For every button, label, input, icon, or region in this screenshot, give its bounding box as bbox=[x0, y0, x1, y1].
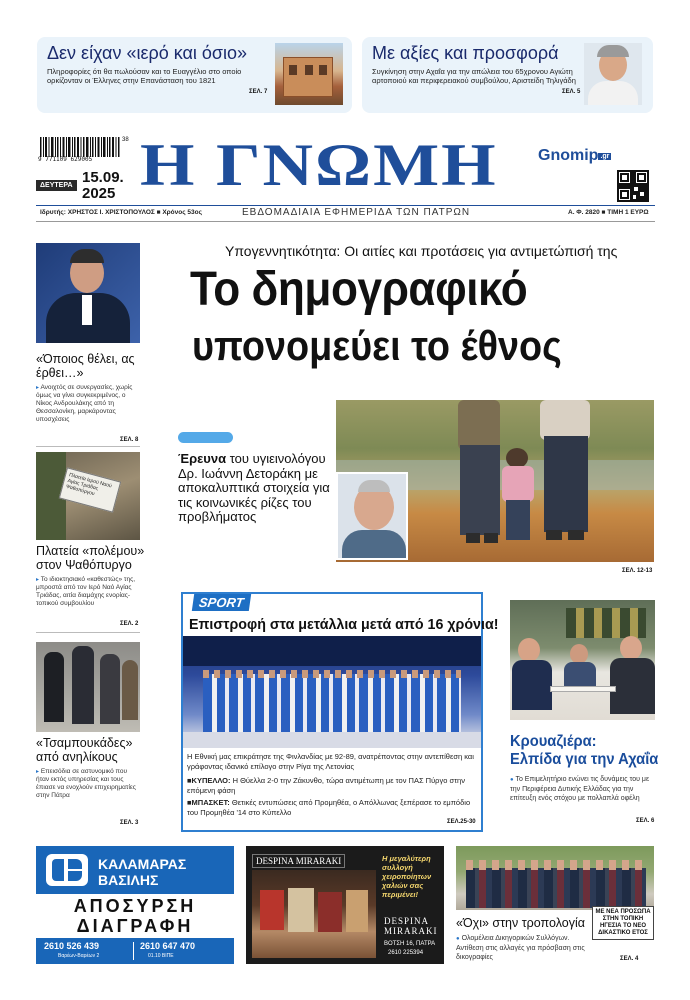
sport-item-1 bbox=[187, 776, 479, 795]
main-page-ref: ΣΕΛ. 12-13 bbox=[622, 568, 653, 574]
lc-text-3-body: Επεισόδια σε αστυνομικό που ήταν εκτός υπηρεσίας και τους έπιασε να ενοχλούν επιχειρηματίες στην Πάτρα bbox=[36, 768, 136, 799]
qr-icon[interactable] bbox=[617, 170, 649, 202]
teaser-title: Δεν είχαν «ιερό και όσιο» bbox=[47, 43, 248, 63]
teaser-right[interactable] bbox=[362, 37, 653, 113]
kalamaras-phone2: 2610 647 470 bbox=[140, 941, 196, 951]
lc-page-2: ΣΕΛ. 2 bbox=[120, 621, 139, 627]
youths-photo bbox=[36, 642, 140, 732]
androulakis-photo bbox=[36, 243, 140, 343]
lawyers-text-body: Ολομέλεια Δικηγορικών Συλλόγων. Αντίθεση στις αλλαγές για πρόσβαση στις δικογραφίες bbox=[456, 935, 585, 961]
sport-page-ref: ΣΕΛ.25-30 bbox=[447, 819, 476, 825]
lc-title-3[interactable]: «Τσαμπουκάδες» από ανηλίκους bbox=[36, 736, 133, 764]
bullet-icon: ● bbox=[510, 777, 514, 783]
bullet-icon: ● bbox=[456, 936, 460, 942]
teaser-text: Πληροφορίες ότι θα πωλούσαν και το Ευαγγέλιο στο οποίο ορκίζονταν οι Έλληνες στην Επανάσταση του 1821 bbox=[47, 67, 242, 85]
sign-text: Πλατεία Ιερού Ναού Αγίας Τριάδας Ψαθοπύργου bbox=[65, 472, 113, 498]
sport-section[interactable] bbox=[181, 592, 499, 832]
kalamaras-phone1: 2610 526 439 bbox=[44, 941, 100, 951]
bullet-icon: ▸ bbox=[36, 385, 40, 391]
main-lead bbox=[178, 452, 330, 525]
kalamaras-logo-icon bbox=[46, 854, 88, 886]
date-line2: 2025 bbox=[82, 185, 116, 202]
despina-brand: DESPINA MIRARAKI bbox=[252, 854, 345, 868]
portrait-photo bbox=[584, 43, 642, 105]
team-photo bbox=[183, 636, 481, 748]
cruise-text-body: Το Επιμελητήριο ενώνει τις δυνάμεις του με την Περιφέρεια Δυτικής Ελλάδας για την επίτευξη ενός στόχου με πολλαπλά οφέλη bbox=[510, 776, 650, 802]
day-badge: ΔΕΥΤΕΡΑ bbox=[36, 180, 77, 191]
blue-tag bbox=[178, 432, 233, 443]
cruise-headline-2: Ελπίδα για την Αχαΐα bbox=[510, 751, 659, 768]
web-logo[interactable] bbox=[538, 147, 611, 165]
kalamaras-banner bbox=[36, 894, 234, 938]
cruise-photo bbox=[510, 600, 655, 720]
lc-text-2 bbox=[36, 576, 140, 608]
cruise-headline-1: Κρουαζιέρα: bbox=[510, 733, 597, 750]
lead-bold: Έρευνα bbox=[178, 451, 227, 466]
lc-page-1: ΣΕΛ. 8 bbox=[120, 437, 139, 443]
teaser-title: Με αξίες και προσφορά bbox=[372, 43, 559, 63]
lc-divider bbox=[36, 446, 140, 447]
kalamaras-name2: ΒΑΣΙΛΗΣ bbox=[98, 872, 159, 888]
sport-text: Η Εθνική μας επικράτησε της Φινλανδίας με 92-89, ανατρέποντας στην αντεπίθεση και γράφοντας ιδανικό επίλογο στην Ρίγα της Λετονίας bbox=[187, 752, 474, 771]
founder-line: Ιδρυτής: ΧΡΗΣΤΟΣ Ι. ΧΡΙΣΤΟΠΟΥΛΟΣ ■ Χρόνος 53ος bbox=[40, 209, 203, 216]
despina-ad[interactable] bbox=[246, 846, 444, 964]
bullet-icon: ▸ bbox=[36, 769, 40, 775]
lc-divider bbox=[36, 632, 140, 633]
lawyers-text bbox=[456, 934, 594, 962]
teaser-left[interactable] bbox=[37, 37, 352, 113]
shop-photo bbox=[252, 870, 376, 958]
despina-phone: 2610 225394 bbox=[388, 950, 424, 956]
masthead-rule-bottom bbox=[36, 221, 655, 222]
researcher-portrait bbox=[336, 472, 408, 560]
despina-address: ΒΟΤΣΗ 16, ΠΑΤΡΑ bbox=[384, 941, 436, 947]
barcode-number: 9 771109 629005 bbox=[38, 156, 93, 163]
masthead-rule bbox=[36, 205, 655, 206]
kalamaras-ad[interactable] bbox=[36, 846, 234, 964]
kalamaras-phone2-sub: 01.10 ΒΙΠΕ bbox=[148, 953, 174, 959]
sport-item-1-label: ΚΥΠΕΛΛΟ: bbox=[191, 776, 231, 785]
masthead-title: Η ΓΝΩΜΗ bbox=[140, 132, 498, 199]
cruise-text bbox=[510, 775, 655, 803]
lc-title-2[interactable]: Πλατεία «πολέμου» στον Ψαθόπυργο bbox=[36, 544, 145, 572]
issue-small: 38 bbox=[122, 137, 129, 143]
issue-price: Α. Φ. 2820 ■ ΤΙΜΗ 1 ΕΥΡΩ bbox=[568, 209, 649, 216]
kalamaras-divider bbox=[133, 942, 134, 960]
teaser-text: Συγκίνηση στην Αχαΐα για την απώλεια του 65χρονου Αγιώτη αρτοποιού και περιφερειακού συμβούλου, Αριστείδη Τηλιγάδη bbox=[372, 67, 576, 85]
kalamaras-phone1-sub: Βαρέων-Βαρέων 2 bbox=[58, 953, 100, 959]
main-headline-1[interactable]: Το δημογραφικό bbox=[190, 263, 528, 316]
sport-headline: Επιστροφή στα μετάλλια μετά από 16 χρόνια! bbox=[189, 616, 499, 633]
lawyers-photo bbox=[456, 846, 654, 910]
sign-plate bbox=[59, 467, 121, 512]
building-photo bbox=[275, 43, 343, 105]
bullet-icon: ■ bbox=[187, 798, 192, 807]
kalamaras-name1: ΚΑΛΑΜΑΡΑΣ bbox=[98, 856, 187, 872]
web-logo-suffix: .gr bbox=[600, 153, 610, 160]
lc-text-1-body: Ανοιχτός σε συνεργασίες, χωρίς όμως να γίνει συγκεκριμένος, ο Νίκος Ανδρουλάκης από τη Θεσσαλονίκη, μαρκάροντας υποσχέσεις bbox=[36, 384, 133, 423]
masthead-subtitle: ΕΒΔΟΜΑΔΙΑΙΑ ΕΦΗΜΕΡΙΔΑ ΤΩΝ ΠΑΤΡΩΝ bbox=[242, 207, 471, 218]
main-headline-2[interactable]: υπονομεύει το έθνος bbox=[192, 322, 562, 369]
sport-label: SPORT bbox=[192, 594, 251, 611]
sport-item-2-label: ΜΠΑΣΚΕΤ: bbox=[191, 798, 230, 807]
lc-text-2-body: Το ιδιοκτησιακό «καθεστώς» της, μπροστά από τον Ιερό Ναό Αγίας Τριάδας, αιτία διαμάχης ενορίας-τοπικού συμβουλίου bbox=[36, 576, 136, 607]
kalamaras-line1: ΑΠΟΣΥΡΣΗ bbox=[73, 896, 197, 916]
date-line1: 15.09. bbox=[82, 169, 124, 186]
lawyers-headline[interactable]: «Όχι» στην τροπολογία bbox=[456, 916, 585, 930]
page-ref: ΣΕΛ. 5 bbox=[562, 89, 581, 95]
lc-page-3: ΣΕΛ. 3 bbox=[120, 820, 139, 826]
despina-text: Η μεγαλύτερη συλλογή χειροποίητων χαλιών σας περιμένει! bbox=[382, 854, 432, 899]
bullet-icon: ■ bbox=[187, 776, 192, 785]
lawyers-page-ref: ΣΕΛ. 4 bbox=[620, 956, 639, 962]
page-ref: ΣΕΛ. 7 bbox=[249, 89, 268, 95]
cruise-headline[interactable] bbox=[510, 733, 659, 769]
lc-text-3 bbox=[36, 768, 140, 800]
main-kicker: Υπογεννητικότητα: Οι αιτίες και προτάσεις για αντιμετώπισή της bbox=[225, 243, 618, 259]
sport-item-2-text: Θετικές εντυπώσεις από Προμηθέα, ο Απόλλωνας ξεπέρασε το εμπόδιο του Προμηθέα '14 στο Κύπελλο bbox=[187, 798, 471, 817]
lc-text-1 bbox=[36, 384, 140, 424]
despina-brand-2b: MIRARAKI bbox=[384, 926, 438, 936]
barcode bbox=[36, 137, 132, 163]
cruise-page-ref: ΣΕΛ. 6 bbox=[636, 818, 655, 824]
sport-item-1-text: Η Θύελλα 2-0 την Ζάκυνθο, τώρα αντιμέτωπη με τον ΠΑΣ Πύργο στην επόμενη φάση bbox=[187, 776, 465, 795]
bullet-icon: ▸ bbox=[36, 577, 40, 583]
sport-item-2 bbox=[187, 798, 479, 817]
lc-title-1[interactable]: «Όποιος θέλει, ας έρθει…» bbox=[36, 352, 135, 380]
lead-text: του υγιεινολόγου Δρ. Ιωάννη Δετοράκη με αποκαλυπτικά στοιχεία για τις κοινωνικές ρίζες του προβλήματος bbox=[178, 451, 330, 524]
web-logo-name: Gnomip bbox=[538, 147, 599, 164]
despina-brand-2a: DESPINA bbox=[384, 916, 430, 926]
square-sign-photo bbox=[36, 452, 140, 540]
kalamaras-line2: ΔΙΑΓΡΑΦΗ bbox=[76, 916, 194, 936]
lawyers-badge: ΜΕ ΝΕΑ ΠΡΟΣΩΠΑ ΣΤΗΝ ΤΟΠΙΚΗ ΗΓΕΣΙΑ ΤΟ ΝΕΟ ΔΙΚΑΣΤΙΚΟ ΕΤΟΣ bbox=[592, 906, 654, 940]
